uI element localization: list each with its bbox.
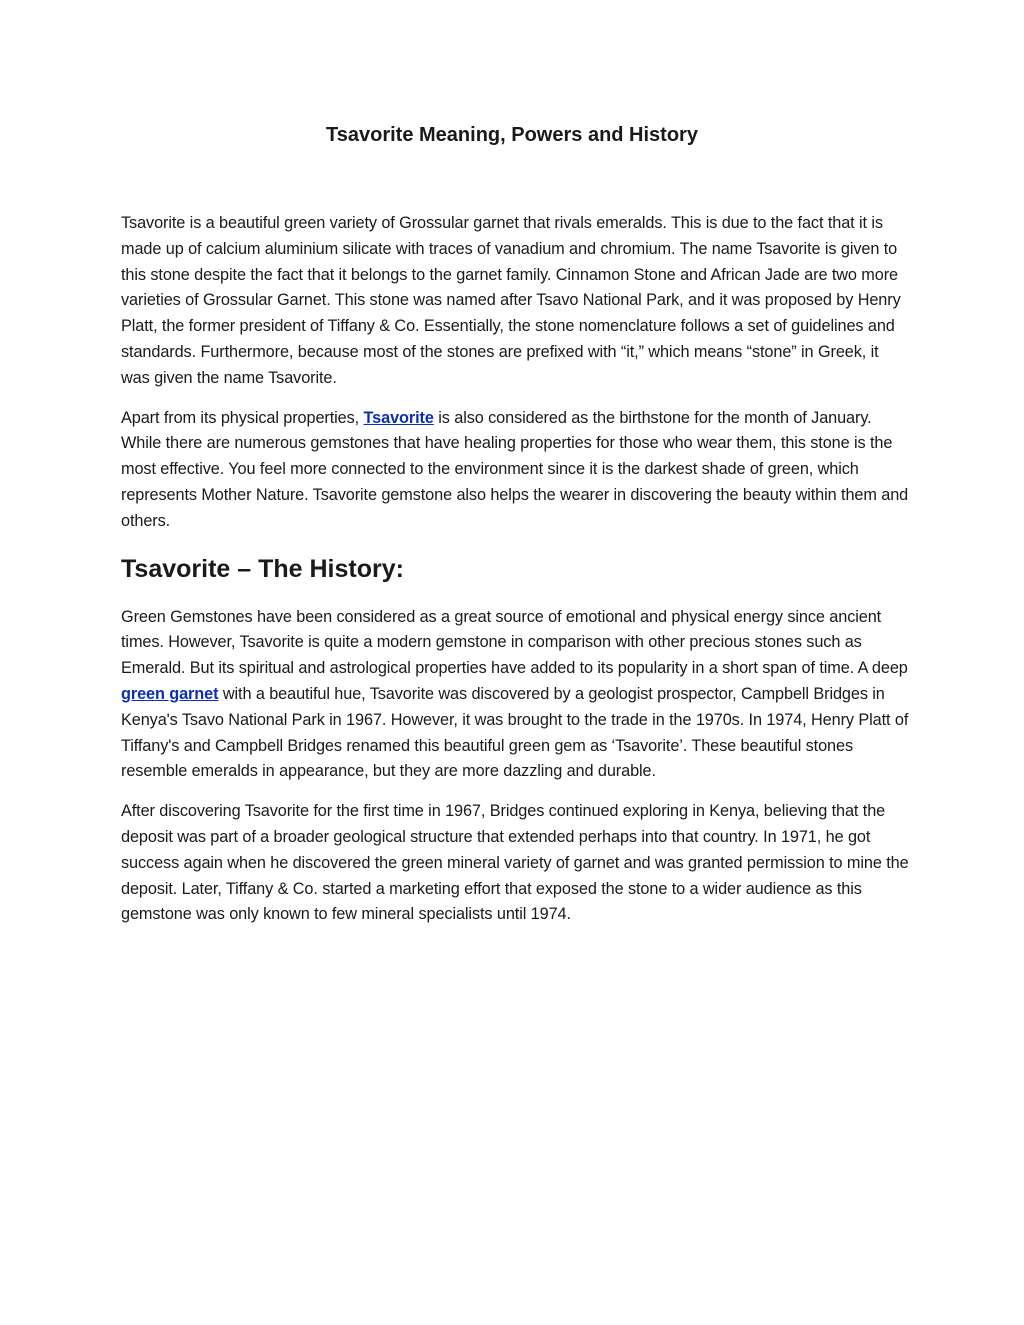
birthstone-paragraph [121, 406, 911, 535]
paragraph-text: is also considered as the birthstone for the month of January. While there are numerous gemstones that have healing properties for those who wear them, this stone is the most effective. You feel more connected to the environment since it is the darkest shade of green, which represents Mother Nature. Tsavorite gemstone also helps the wearer in discovering the beauty within them and others. [121, 408, 909, 530]
paragraph-text: Green Gemstones have been considered as a great source of emotional and physical energy since ancient times. However, Tsavorite is quite a modern gemstone in comparison with other precious stones such as Emerald. But its spiritual and astrological properties have added to its popularity in a short span of time. A deep [121, 607, 908, 678]
paragraph-text: Apart from its physical properties, [121, 408, 364, 427]
history-heading: Tsavorite – The History: [121, 554, 404, 583]
discovery-paragraph: After discovering Tsavorite for the first time in 1967, Bridges continued exploring in Kenya, believing that the deposit was part of a broader geological structure that extended perhaps into that country. In 1971, he got success again when he discovered the green mineral variety of garnet and was granted permission to mine the deposit. Later, Tiffany & Co. started a marketing effort that exposed the stone to a wider audience as this gemstone was only known to few mineral specialists until 1974. [121, 802, 909, 924]
document-body [121, 211, 911, 942]
intro-paragraph: Tsavorite is a beautiful green variety of Grossular garnet that rivals emeralds. This is due to the fact that it is made up of calcium aluminium silicate with traces of vanadium and chromium. The name Tsavorite is given to this stone despite the fact that it belongs to the garnet family. Cinnamon Stone and African Jade are two more varieties of Grossular Garnet. This stone was named after Tsavo National Park, and it was proposed by Henry Platt, the former president of Tiffany & Co. Essentially, the stone nomenclature follows a set of guidelines and standards. Furthermore, because most of the stones are prefixed with “it,” which means “stone” in Greek, it was given the name Tsavorite. [121, 214, 901, 387]
tsavorite-link[interactable]: Tsavorite [363, 408, 434, 427]
history-paragraph [121, 605, 911, 786]
green-garnet-link[interactable]: green garnet [121, 684, 219, 703]
document-title: Tsavorite Meaning, Powers and History [326, 124, 698, 146]
paragraph-text: with a beautiful hue, Tsavorite was discovered by a geologist prospector, Campbell Bridges in Kenya's Tsavo National Park in 1967. However, it was brought to the trade in the 1970s. In 1974, Henry Platt of Tiffany's and Campbell Bridges renamed this beautiful green gem as ‘Tsavorite’. These beautiful stones resemble emeralds in appearance, but they are more dazzling and durable. [121, 684, 909, 781]
